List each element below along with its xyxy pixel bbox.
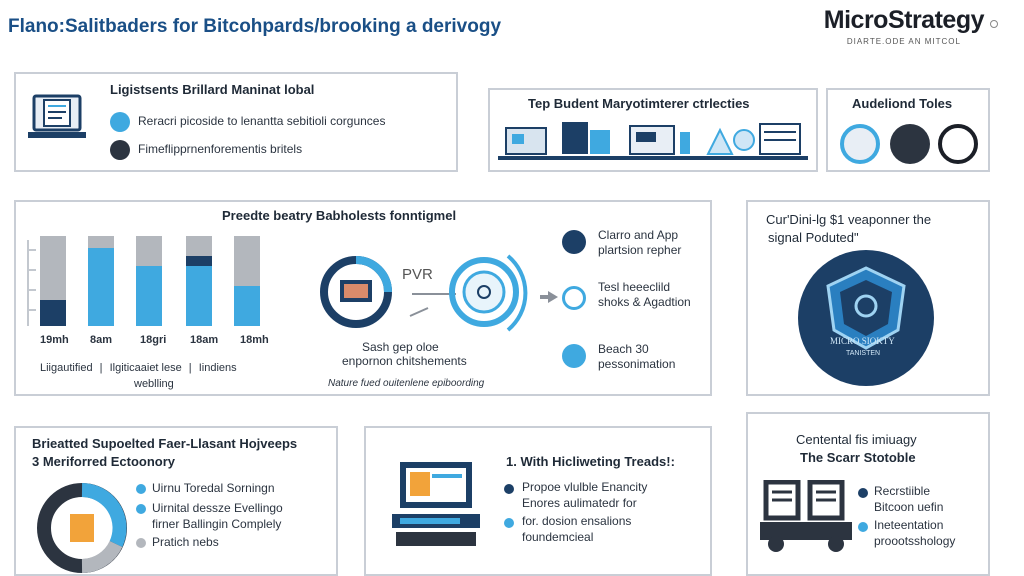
- list-item: Recrstiible: [874, 484, 931, 498]
- arrow-icon: [540, 290, 558, 302]
- list-item-subtitle: foundemcieal: [522, 530, 594, 544]
- machines-illustration: [498, 114, 808, 162]
- list-item-subtitle: shoks & Agadtion: [598, 295, 691, 309]
- list-item: Fimeflipprnenforementis britels: [138, 142, 303, 156]
- legend-item: Iindiens: [198, 362, 237, 374]
- bullet-icon: [858, 522, 868, 532]
- computer-icon: [392, 458, 480, 552]
- bar-label: 18gri: [140, 334, 167, 346]
- bar-label: 19mh: [40, 334, 69, 346]
- legend-item: Ilgiticaaiet lese: [109, 362, 182, 374]
- list-item: Uirnu Toredal Sorningn: [152, 481, 275, 495]
- list-item-title: Clarro and App: [598, 228, 679, 242]
- platform-icon: [562, 230, 586, 254]
- list-item: firner Ballingin Complely: [152, 517, 282, 531]
- person-icon: [890, 124, 930, 164]
- panel-subheading: The Scarr Stotoble: [800, 450, 916, 465]
- panel-logistics: [14, 72, 458, 172]
- info-icon: [110, 112, 130, 132]
- document-icon: [28, 94, 86, 146]
- panel-heading: Preedte beatry Babholests fonntigmel: [222, 208, 457, 223]
- panel-heading: 1. With Hicliweting Treads!:: [506, 454, 675, 469]
- list-item-title: for. dosion ensalions: [522, 514, 632, 528]
- badge-sublabel: TANISTEN: [846, 350, 881, 357]
- legend-item: weblling: [134, 378, 174, 390]
- badge-label: MICRO SIOKTY: [830, 336, 895, 346]
- machine-icon: [760, 480, 852, 554]
- settings-icon: [110, 140, 130, 160]
- panel-heading: Audeliond Toles: [852, 96, 953, 111]
- chart-legend: Liigautified | Ilgiticaaiet lese | Iindiens: [40, 362, 237, 374]
- bar-chart: [26, 230, 296, 334]
- panel-heading: Centental fis imiuagy: [796, 432, 917, 447]
- list-item-title: Tesl heeeclild: [598, 280, 671, 294]
- bullet-icon: [504, 518, 514, 528]
- bitcoin-icon: [938, 124, 978, 164]
- registered-icon: [990, 20, 998, 28]
- panel-heading: Cur'Dini-lg $1 veaponner the: [766, 212, 932, 227]
- list-item-subtitle: plartsion repher: [598, 243, 682, 257]
- list-item: Bitcoon uefin: [874, 500, 944, 514]
- list-item: Reracri picoside to lenantta sebitioli corgunces: [138, 114, 386, 128]
- panel-stable: [746, 412, 990, 576]
- bullet-icon: [136, 484, 146, 494]
- list-item: Pratich nebs: [152, 535, 219, 549]
- panel-economy: [14, 426, 338, 576]
- panel-heading: Brieatted Supoelted Faer-Llasant Hojveeps: [32, 436, 298, 451]
- bullet-icon: [504, 484, 514, 494]
- flow-diagram: [316, 238, 546, 348]
- panel-heading: Ligistsents Brillard Maninat lobal: [110, 82, 315, 97]
- chevron-right-icon: [562, 286, 586, 310]
- bullet-icon: [136, 504, 146, 514]
- list-item-subtitle: pessonimation: [598, 357, 676, 371]
- flow-caption: Sash gep oloe: [362, 340, 439, 354]
- list-item-title: Beach 30: [598, 342, 649, 356]
- list-item: Uirnital dessze Evellingo: [152, 501, 283, 515]
- brand-subtitle: DIARTE.ODE AN MITCOL: [846, 37, 961, 46]
- panel-signal: [746, 200, 990, 396]
- monitor-icon: [840, 124, 880, 164]
- flow-caption: enpornon chitshements: [342, 354, 467, 368]
- page-title: Flano:Salitbaders for Bitcohpards/brooking a derivogy: [8, 16, 502, 37]
- flow-label: PVR: [402, 266, 433, 283]
- bullet-icon: [858, 488, 868, 498]
- panel-audience: [826, 88, 990, 172]
- legend-item: Liigautified: [40, 362, 93, 374]
- bar-label: 18am: [190, 334, 219, 346]
- panel-holders: [14, 200, 712, 396]
- panel-subheading: signal Poduted": [768, 230, 859, 245]
- panel-footer: Nature fued ouitenlene epiboording: [328, 378, 485, 389]
- close-icon: [562, 344, 586, 368]
- brand-logo: [824, 6, 984, 46]
- brand-name: MicroStrategy: [823, 6, 984, 34]
- panel-subheading: 3 Meriforred Ectoonory: [32, 454, 176, 469]
- list-item-title: Propoe vlulble Enancity: [522, 480, 648, 494]
- bar-label: 18mh: [240, 334, 269, 346]
- bar-label: 8am: [90, 334, 113, 346]
- list-item: proootsshology: [874, 534, 956, 548]
- panel-heading: Tep Budent Maryotimterer ctrlecties: [528, 96, 750, 111]
- panel-budget: [488, 88, 818, 172]
- panel-trends: [364, 426, 712, 576]
- list-item: Ineteentation: [874, 518, 944, 532]
- donut-chart: [32, 478, 132, 576]
- shield-badge-icon: [798, 250, 934, 386]
- list-item-subtitle: Enores aulimatedr for: [522, 496, 637, 510]
- bullet-icon: [136, 538, 146, 548]
